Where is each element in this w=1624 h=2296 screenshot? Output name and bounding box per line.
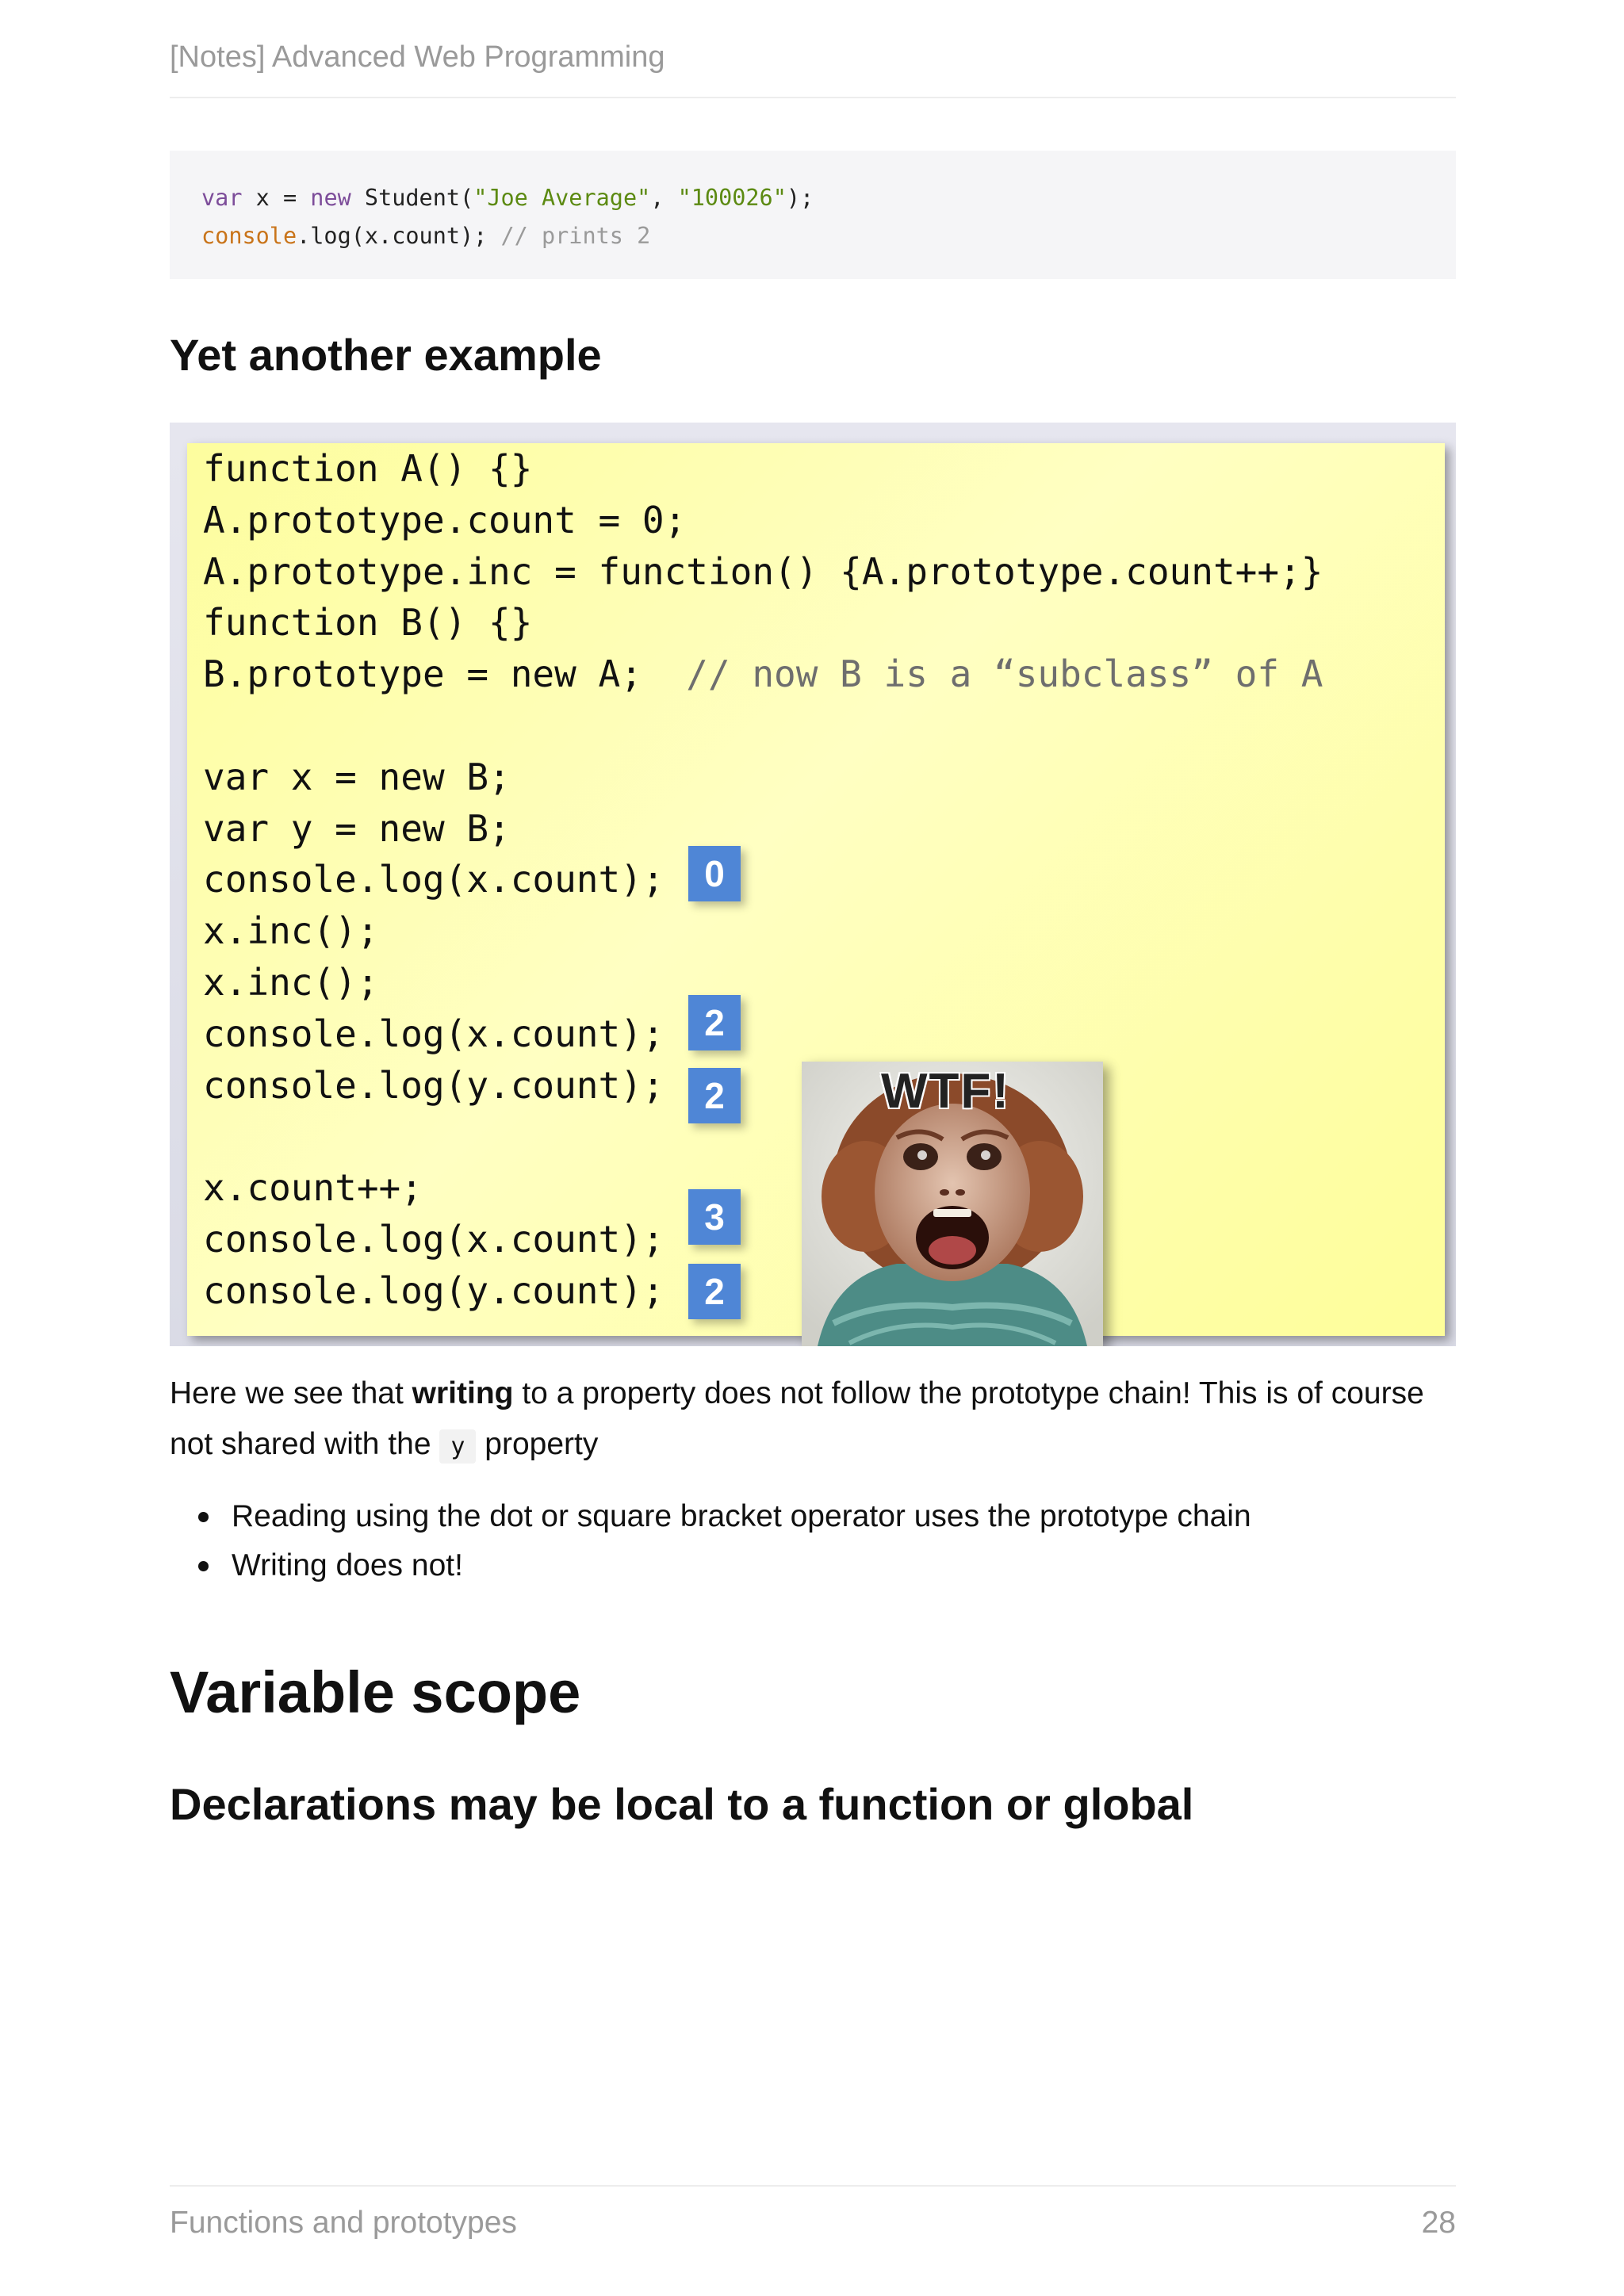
slide-code-comment: // now B is a “subclass” of A [686,652,1323,696]
slide-code-line: x.inc(); [203,909,379,953]
output-badge: 2 [688,1264,741,1319]
footer-section-title: Functions and prototypes [170,2206,517,2240]
code-token: x = [242,185,311,211]
document-title: [Notes] Advanced Web Programming [170,40,665,74]
slide-code-line [203,649,1323,700]
code-token: .log(x.count); [297,223,501,249]
section-heading-yet-another-example: Yet another example [170,330,602,380]
slide-image [170,423,1456,1346]
paragraph-text: Here we see that [170,1376,412,1410]
code-token: new [310,185,351,211]
slide-code-line: console.log(y.count); [203,1063,665,1107]
code-block [170,151,1456,279]
code-token: Student( [350,185,474,211]
explanation-paragraph [170,1368,1456,1472]
shocked-monkey-image [802,1062,1103,1346]
slide-code-line: var y = new B; [203,806,511,850]
slide-code-line [203,700,1323,752]
code-token: , [650,185,678,211]
code-token: "Joe Average" [473,185,651,211]
code-token: console [201,223,297,249]
list-item: Writing does not! [170,1541,1456,1590]
slide-code-line: console.log(x.count); [203,1217,665,1261]
code-line-1 [201,179,1424,217]
inline-code: y [439,1429,476,1464]
code-token: ); [786,185,814,211]
output-badge: 2 [688,1068,741,1123]
slide-code-line: function A() {} [203,447,533,490]
slide-code-line [203,1111,1323,1162]
slide-code-line: console.log(x.count); [203,1012,665,1055]
code-token: "100026" [677,185,787,211]
section-heading-variable-scope: Variable scope [170,1659,581,1725]
page-header [170,38,1456,98]
code-token: var [201,185,243,211]
slide-code-line: A.prototype.count = 0; [203,498,687,541]
slide-code [203,443,1323,1317]
paragraph-bold: writing [412,1376,514,1410]
slide-code-line: x.count++; [203,1166,423,1210]
code-line-2 [201,217,1424,255]
output-badge: 0 [688,846,741,901]
paragraph-text: to a property does not follow the prototype chain! This is of course not shared with the [170,1376,1424,1461]
output-badge: 3 [688,1189,741,1245]
page-number: 28 [1421,2206,1456,2240]
section-heading-declarations: Declarations may be local to a function or global [170,1779,1194,1829]
paragraph-text: property [476,1427,599,1461]
slide-code-line: x.inc(); [203,960,379,1004]
list-item: Reading using the dot or square bracket operator uses the prototype chain [170,1492,1456,1541]
wtf-caption: WTF! [881,1064,1010,1119]
slide-code-text: B.prototype = new A; [203,652,687,696]
code-comment: // prints 2 [500,223,651,249]
bullet-list [170,1492,1456,1590]
slide-code-line: A.prototype.inc = function() {A.prototype.count++;} [203,549,1323,593]
slide-code-line: var x = new B; [203,755,511,798]
slide-code-line: console.log(x.count); [203,858,665,901]
slide-code-line: function B() {} [203,601,533,645]
page-footer [170,2185,1456,2248]
output-badge: 2 [688,995,741,1050]
slide-code-line: console.log(y.count); [203,1269,665,1312]
